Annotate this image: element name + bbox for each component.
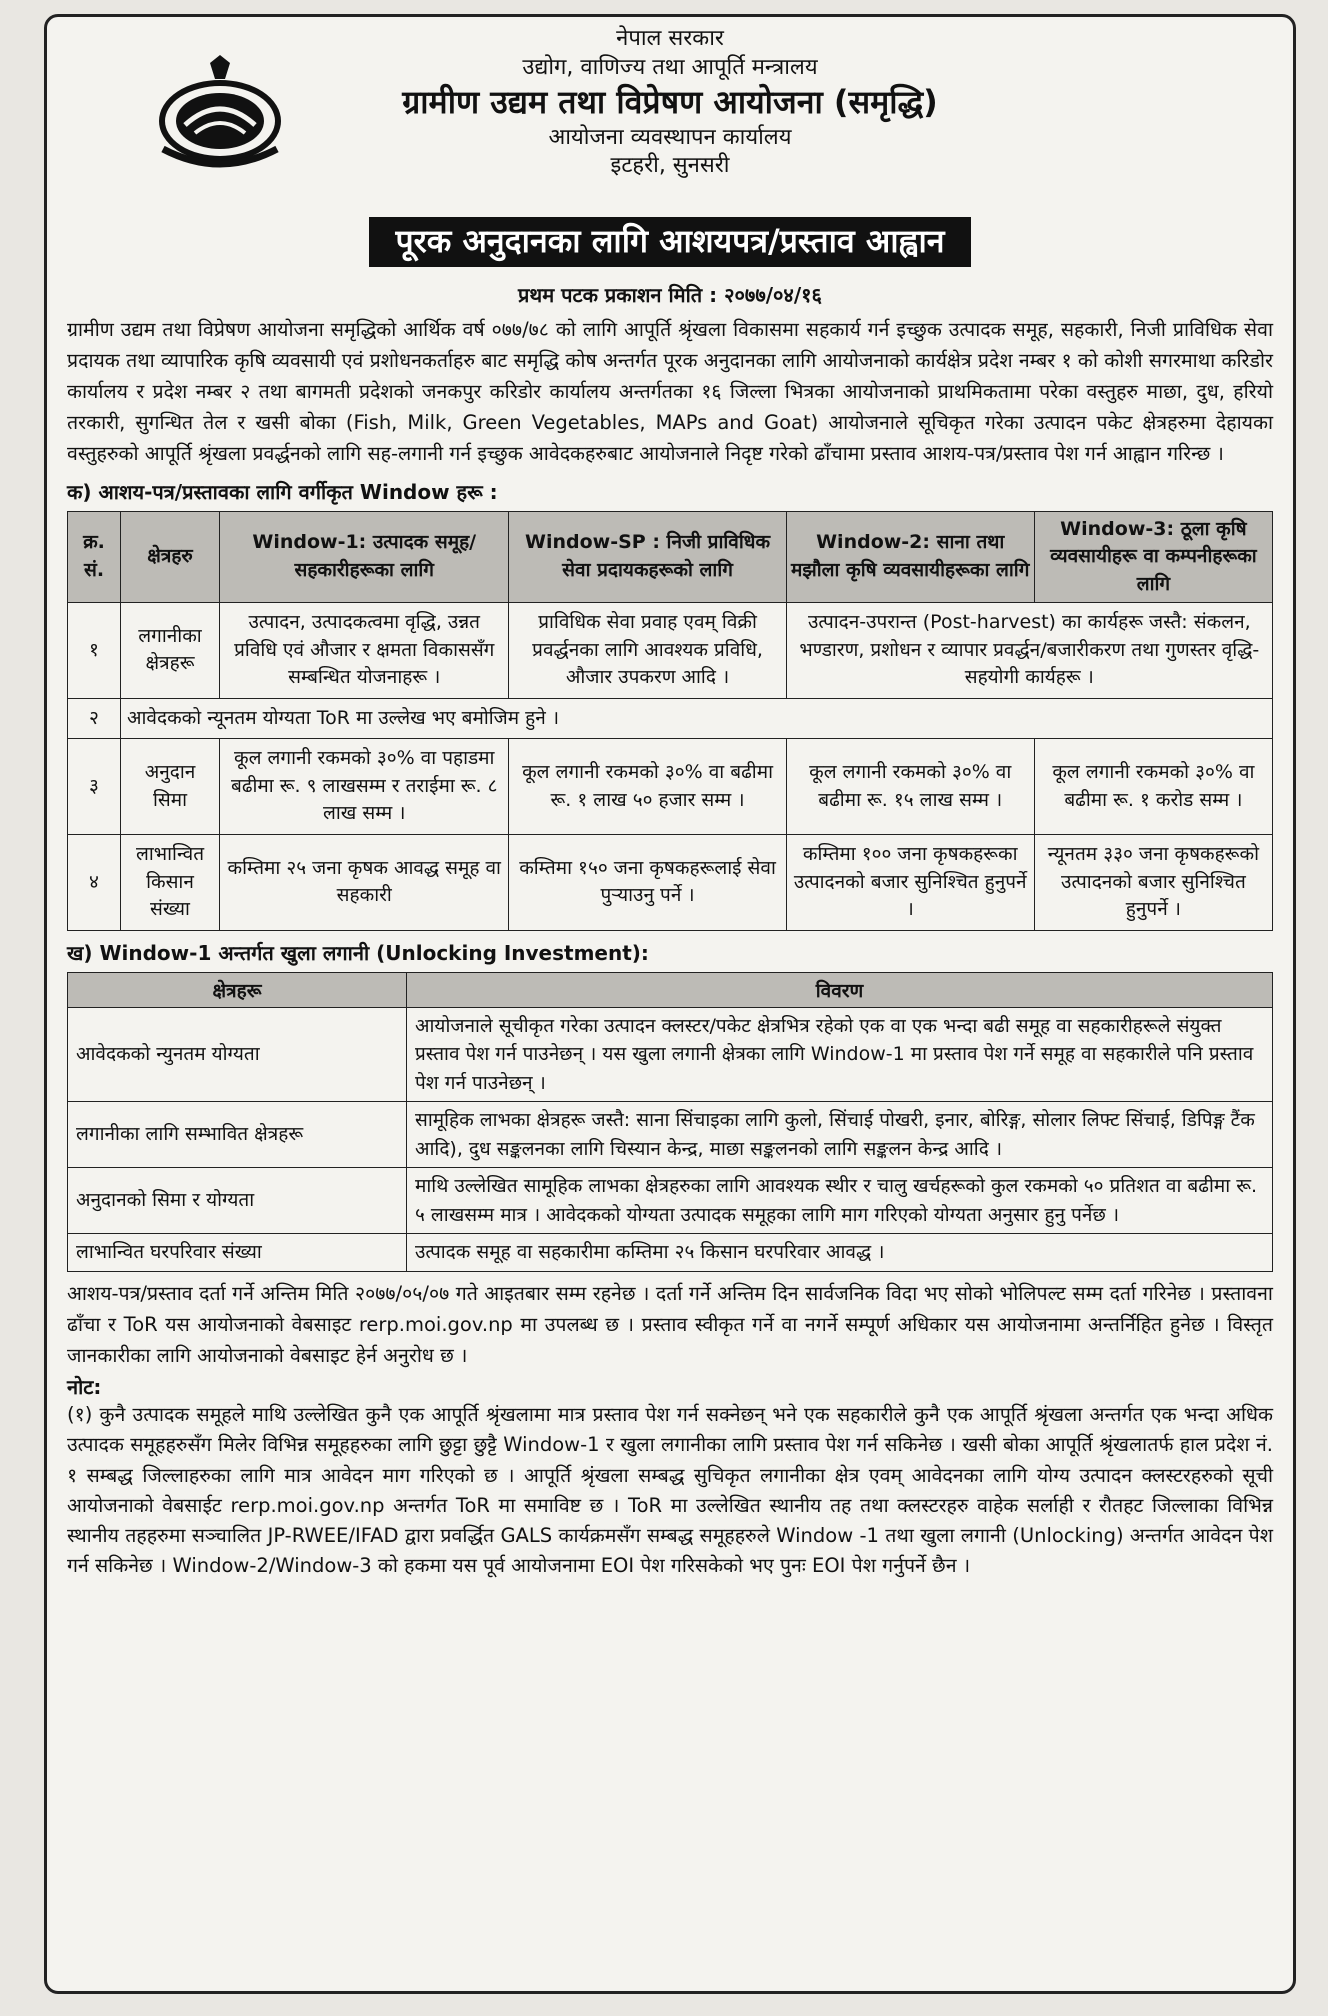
cell-window-sp: प्राविधिक सेवा प्रवाह एवम् विक्री प्रवर्द्धनका लागि आवश्यक प्रविधि, औजार उपकरण आदि ।	[509, 603, 786, 699]
row-area: अनुदान सिमा	[121, 739, 220, 835]
row-sn: ४	[68, 835, 121, 931]
row-sn: २	[68, 698, 121, 739]
col-header-sn: क्र. सं.	[68, 511, 121, 603]
table-row	[68, 1168, 1273, 1234]
table-row	[68, 739, 1273, 835]
table-row	[68, 835, 1273, 931]
col-header-areas: क्षेत्रहरू	[68, 972, 407, 1007]
gov-name: नेपाल सरकार	[616, 26, 724, 51]
row-area: लाभान्वित किसान संख्या	[121, 835, 220, 931]
row-label: अनुदानको सिमा र योग्यता	[68, 1168, 407, 1234]
project-name: ग्रामीण उद्यम तथा विप्रेषण आयोजना (समृद्धि)	[402, 83, 938, 122]
col-header-details: विवरण	[407, 972, 1273, 1007]
row-desc: माथि उल्लेखित सामूहिक लाभका क्षेत्रहरुका लागि आवश्यक स्थीर र चालु खर्चहरूको कुल रकमको ५० प्रतिशत वा बढीमा रू. ५ लाखसम्म मात्र । आवेदकको योग्यता उत्पादक समूहका लागि माग गरिएको योग्यता अनुसार हुनु पर्नेछ ।	[407, 1168, 1273, 1234]
office-location: इटहरी, सुनसरी	[610, 153, 730, 179]
row-desc: उत्पादक समूह वा सहकारीमा कम्तिमा २५ किसान घरपरिवार आवद्ध ।	[407, 1234, 1273, 1272]
table-row	[68, 1234, 1273, 1272]
row-desc: आयोजनाले सूचीकृत गरेका उत्पादन क्लस्टर/पकेट क्षेत्रभित्र रहेको एक वा एक भन्दा बढी समूह वा सहकारीहरूले संयुक्त प्रस्ताव पेश गर्न पाउनेछन् । यस खुला लगानी क्षेत्रका लागि Window-1 मा प्रस्ताव पेश गर्ने समूह वा सहकारीले पनि प्रस्ताव पेश गर्न पाउनेछन् ।	[407, 1007, 1273, 1102]
col-header-area: क्षेत्रहरु	[121, 511, 220, 603]
cell-window-2: कम्तिमा १०० जना कृषकहरूका उत्पादनको बजार सुनिश्चित हुनुपर्ने ।	[786, 835, 1034, 931]
table-row	[68, 698, 1273, 739]
table-header-row	[68, 511, 1273, 603]
row-label: लाभान्वित घरपरिवार संख्या	[68, 1234, 407, 1272]
cell-window-sp: कम्तिमा १५० जना कृषकहरूलाई सेवा पुऱ्याउनु पर्ने ।	[509, 835, 786, 931]
cell-window-2: कूल लगानी रकमको ३०% वा बढीमा रू. १५ लाख सम्म ।	[786, 739, 1034, 835]
ministry-name: उद्योग, वाणिज्य तथा आपूर्ति मन्त्रालय	[522, 54, 818, 80]
cell-window-1: कूल लगानी रकमको ३०% वा पहाडमा बढीमा रू. ९ लाखसम्म र तराईमा रू. ८ लाख सम्म ।	[220, 739, 509, 835]
section-b-title: ख) Window-1 अन्तर्गत खुला लगानी (Unlocking Investment):	[67, 940, 649, 965]
unlocking-investment-table	[67, 972, 1273, 1272]
row-area: लगानीका क्षेत्रहरू	[121, 603, 220, 699]
note-heading: नोट:	[67, 1375, 102, 1400]
col-header-window-2: Window-2: साना तथा मझौला कृषि व्यवसायीहरूका लागि	[786, 511, 1034, 603]
intro-paragraph: ग्रामीण उद्यम तथा विप्रेषण आयोजना समृद्धिको आर्थिक वर्ष ०७७/७८ को लागि आपूर्ति श्रृंखला विकासमा सहकार्य गर्न इच्छुक उत्पादक समूह, सहकारी, निजी प्राविधिक सेवा प्रदायक तथा व्यापारिक कृषि व्यवसायी एवं प्रशोधनकर्ताहरु बाट समृद्धि कोष अन्तर्गत पूरक अनुदानका लागि आयोजनाको कार्यक्षेत्र प्रदेश नम्बर १ को कोशी सगरमाथा करिडोर कार्यालय र प्रदेश नम्बर २ तथा बागमती प्रदेशको जनकपुर करिडोर कार्यालय अन्तर्गतका १६ जिल्ला भित्रका आयोजनाको प्राथमिकतामा परेका वस्तुहरु माछा, दुध, हरियो तरकारी, सुगन्धित तेल र खसी बोका (Fish, Milk, Green Vegetables, MAPs and Goat) आयोजनाले सूचिकृत गरेका उत्पादन पकेट क्षेत्रहरुमा देहायका वस्तुहरुको आपूर्ति श्रृंखला प्रवर्द्धनको लागि सह-लगानी गर्न इच्छुक आवेदकहरुबाट आयोजनाले निदृष्ट गरेको ढाँचामा प्रस्ताव आशय-पत्र/प्रस्ताव पेश गर्न आह्वान गरिन्छ ।	[67, 317, 1273, 466]
col-header-window-1: Window-1: उत्पादक समूह/सहकारीहरूका लागि	[220, 511, 509, 603]
windows-table	[67, 511, 1273, 931]
cell-min-qualification: आवेदकको न्यूनतम योग्यता ToR मा उल्लेख भए बमोजिम हुने ।	[121, 698, 1273, 739]
section-a-title: क) आशय-पत्र/प्रस्तावका लागि वर्गीकृत Window हरू :	[67, 479, 498, 504]
cell-window-2-3: उत्पादन-उपरान्त (Post-harvest) का कार्यहरू जस्तै: संकलन, भण्डारण, प्रशोधन र व्यापार प्रवर्द्धन/बजारीकरण तथा गुणस्तर वृद्धि-सहयोगी कार्यहरू ।	[786, 603, 1272, 699]
cell-window-sp: कूल लगानी रकमको ३०% वा बढीमा रू. १ लाख ५० हजार सम्म ।	[509, 739, 786, 835]
nepal-emblem-icon	[155, 53, 285, 173]
col-header-window-sp: Window-SP : निजी प्राविधिक सेवा प्रदायकहरूको लागि	[509, 511, 786, 603]
notice-page	[44, 14, 1296, 1994]
note-paragraph: (१) कुनै उत्पादक समूहले माथि उल्लेखित कुनै एक आपूर्ति श्रृंखलामा मात्र प्रस्ताव पेश गर्न सक्नेछन् भने एक सहकारीले कुनै एक आपूर्ति श्रृंखला अन्तर्गत एक भन्दा अधिक उत्पादक समूहहरुसँग मिलेर विभिन्न समूहहरुका लागि छुट्टा छुट्टै Window-1 र खुला लगानीका लागि प्रस्ताव पेश गर्न सकिनेछ । खसी बोका आपूर्ति श्रृंखलातर्फ हाल प्रदेश नं. १ सम्बद्ध जिल्लाहरुका लागि मात्र आवेदन माग गरिएको छ । आपूर्ति श्रृंखला सम्बद्ध सुचिकृत लगानीका क्षेत्र एवम् आवेदनका लागि योग्य उत्पादन क्लस्टरहरुको सूची आयोजनाको वेबसाईट rerp.moi.gov.np अन्तर्गत ToR मा समाविष्ट छ । ToR मा उल्लेखित स्थानीय तह तथा क्लस्टरहरु वाहेक सर्लाही र रौतहट जिल्लाका विभिन्न स्थानीय तहहरुमा सञ्चालित JP-RWEE/IFAD द्वारा प्रवर्द्धित GALS कार्यक्रमसँग सम्बद्ध समूहहरुले Window -1 तथा खुला लगानी (Unlocking) अन्तर्गत आवेदन पेश गर्न सकिनेछ । Window-2/Window-3 को हकमा यस पूर्व आयोजनामा EOI पेश गरिसकेको भए पुनः EOI पेश गर्नुपर्ने छैन ।	[67, 1403, 1273, 1578]
office-name: आयोजना व्यवस्थापन कार्यालय	[548, 124, 792, 150]
cell-window-3: कूल लगानी रकमको ३०% वा बढीमा रू. १ करोड सम्म ।	[1034, 739, 1272, 835]
table-header-row	[68, 972, 1273, 1007]
table-row	[68, 1102, 1273, 1168]
row-label: लगानीका लागि सम्भावित क्षेत्रहरू	[68, 1102, 407, 1168]
row-sn: ३	[68, 739, 121, 835]
header	[67, 25, 1273, 215]
row-sn: १	[68, 603, 121, 699]
cell-window-1: कम्तिमा २५ जना कृषक आवद्ध समूह वा सहकारी	[220, 835, 509, 931]
table-row	[68, 603, 1273, 699]
closing-paragraph: आशय-पत्र/प्रस्ताव दर्ता गर्ने अन्तिम मिति २०७७/०५/०७ गते आइतबार सम्म रहनेछ । दर्ता गर्ने अन्तिम दिन सार्वजनिक विदा भए सोको भोलिपल्ट सम्म दर्ता गरिनेछ । प्रस्तावना ढाँचा र ToR यस आयोजनाको वेबसाइट rerp.moi.gov.np मा उपलब्ध छ । प्रस्ताव स्वीकृत गर्ने वा नगर्ने सम्पूर्ण अधिकार यस आयोजनामा अन्तर्निहित हुनेछ । विस्तृत जानकारीका लागि आयोजनाको वेबसाइट हेर्न अनुरोध छ ।	[67, 1281, 1273, 1368]
table-row	[68, 1007, 1273, 1102]
publication-date: प्रथम पटक प्रकाशन मिति : २०७७/०४/१६	[518, 282, 822, 307]
notice-banner: पूरक अनुदानका लागि आशयपत्र/प्रस्ताव आह्वान	[369, 217, 970, 267]
cell-window-1: उत्पादन, उत्पादकत्वमा वृद्धि, उन्नत प्रविधि एवं औजार र क्षमता विकाससँग सम्बन्धित योजनाहरू ।	[220, 603, 509, 699]
col-header-window-3: Window-3: ठूला कृषि व्यवसायीहरू वा कम्पनीहरूका लागि	[1034, 511, 1272, 603]
row-desc: सामूहिक लाभका क्षेत्रहरू जस्तै: साना सिंचाइका लागि कुलो, सिंचाई पोखरी, इनार, बोरिङ्ग, सोलार लिफ्ट सिंचाई, डिपिङ्ग टैंक आदि), दुध सङ्कलनका लागि चिस्यान केन्द्र, माछा सङ्कलनको लागि सङ्कलन केन्द्र आदि ।	[407, 1102, 1273, 1168]
cell-window-3: न्यूनतम ३३० जना कृषकहरूको उत्पादनको बजार सुनिश्चित हुनुपर्ने ।	[1034, 835, 1272, 931]
row-label: आवेदकको न्युनतम योग्यता	[68, 1007, 407, 1102]
